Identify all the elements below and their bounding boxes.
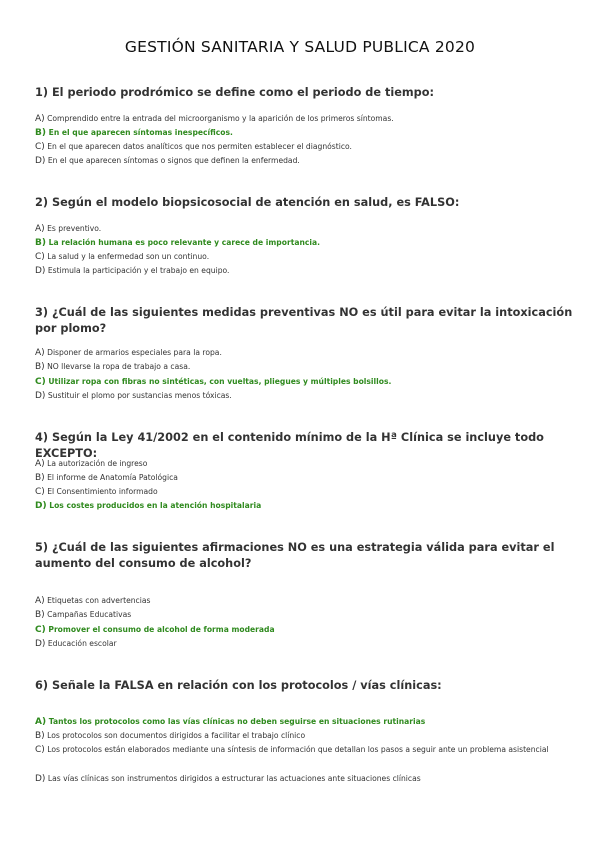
option-letter: C) [35,377,46,387]
question-5-text: 5) ¿Cuál de las siguientes afirmaciones NO es una estrategia válida para evitar el aumento del consumo de alcohol? [35,541,555,570]
option-letter: C) [35,487,45,497]
option-letter: B) [35,238,46,248]
option-text: Promover el consumo de alcohol de forma moderada [48,625,275,634]
option-letter: A) [35,348,45,358]
option-letter: C) [35,745,45,755]
option-letter: D) [35,639,46,649]
option-letter: A) [35,717,47,727]
option-letter: D) [35,156,46,166]
q2-option-a [35,223,570,235]
q5-option-d [35,638,570,650]
q5-option-b [35,609,570,621]
option-letter: B) [35,128,46,138]
question-6-text: 6) Señale la FALSA en relación con los protocolos / vías clínicas: [35,679,442,692]
q5-option-c-correct [35,624,570,636]
option-text: En el que aparecen síntomas inespecíficos. [48,128,233,137]
q2-option-b-correct [35,237,570,249]
q3-option-d [35,390,570,402]
option-text: Etiquetas con advertencias [47,596,151,605]
q6-option-a-correct [35,716,570,728]
option-text: Campañas Educativas [47,610,132,619]
q4-option-d-correct [35,500,570,512]
option-letter: B) [35,362,45,372]
option-text: En el que aparecen datos analíticos que nos permiten establecer el diagnóstico. [47,142,352,151]
q6-option-d [35,773,570,785]
q3-option-a [35,347,570,359]
option-letter: C) [35,142,45,152]
option-text: Sustituir el plomo por sustancias menos tóxicas. [47,391,232,400]
q5-option-a [35,595,570,607]
question-2-text: 2) Según el modelo biopsicosocial de atención en salud, es FALSO: [35,196,460,209]
option-letter: C) [35,252,45,262]
q4-option-b [35,472,570,484]
option-letter: B) [35,610,45,620]
option-text: La salud y la enfermedad son un continuo. [47,252,210,261]
option-text: La relación humana es poco relevante y carece de importancia. [48,238,320,247]
q3-option-b [35,361,570,373]
option-text: Los protocolos son documentos dirigidos a facilitar el trabajo clínico [47,731,306,740]
option-letter: A) [35,114,45,124]
option-letter: A) [35,459,45,469]
option-text: Las vías clínicas son instrumentos dirigidos a estructurar las actuaciones ante situaciones clínicas [47,774,421,783]
question-4-text: 4) Según la Ley 41/2002 en el contenido mínimo de la Hª Clínica se incluye todo EXCEPTO: [35,431,544,460]
option-text: La autorización de ingreso [47,459,148,468]
option-text: NO llevarse la ropa de trabajo a casa. [47,362,191,371]
option-text: El Consentimiento informado [47,487,158,496]
option-letter: D) [35,391,46,401]
option-text: Utilizar ropa con fibras no sintéticas, con vueltas, pliegues y múltiples bolsillos. [48,377,392,386]
q4-option-a [35,458,570,470]
q1-option-a [35,113,570,125]
option-text: El informe de Anatomía Patológica [47,473,178,482]
option-text: Disponer de armarios especiales para la ropa. [47,348,222,357]
question-3-text: 3) ¿Cuál de las siguientes medidas preventivas NO es útil para evitar la intoxicación por plomo? [35,306,573,335]
option-text: Los costes producidos en la atención hospitalaria [49,501,262,510]
option-text: Es preventivo. [47,224,102,233]
q2-option-d [35,265,570,277]
question-1-text: 1) El periodo prodrómico se define como el periodo de tiempo: [35,86,435,99]
q2-option-c [35,251,570,263]
page-title: GESTIÓN SANITARIA Y SALUD PUBLICA 2020 [124,38,476,56]
q4-option-c [35,486,570,498]
q3-option-c-correct [35,376,570,388]
option-text: Estimula la participación y el trabajo en equipo. [47,266,230,275]
option-letter: B) [35,731,45,741]
option-letter: B) [35,473,45,483]
option-letter: A) [35,224,45,234]
option-text: Los protocolos están elaborados mediante una síntesis de información que detallan los pasos a seguir ante un problema asistencial [47,745,549,754]
option-letter: A) [35,596,45,606]
option-text: Tantos los protocolos como las vías clínicas no deben seguirse en situaciones rutinarias [48,717,426,726]
option-letter: D) [35,501,47,511]
option-text: Educación escolar [47,639,117,648]
option-text: En el que aparecen síntomas o signos que definen la enfermedad. [47,156,300,165]
q1-option-c [35,141,570,153]
q6-option-b [35,730,570,742]
q6-option-c [35,744,570,756]
q1-option-b-correct [35,127,570,139]
option-letter: C) [35,625,46,635]
q1-option-d [35,155,570,167]
option-text: Comprendido entre la entrada del microorganismo y la aparición de los primeros síntomas. [47,114,394,123]
option-letter: D) [35,266,46,276]
option-letter: D) [35,774,46,784]
